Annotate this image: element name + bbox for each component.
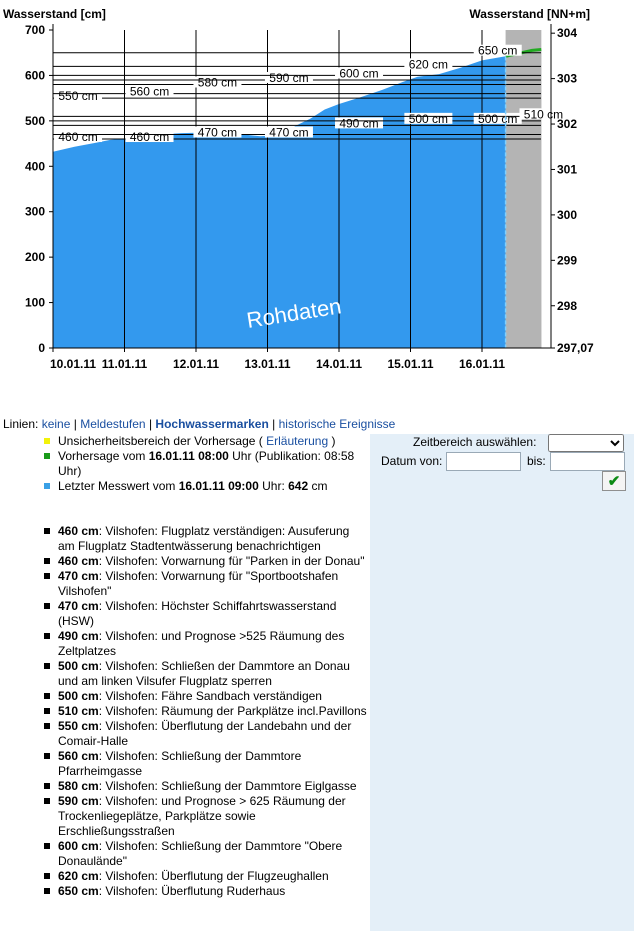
list-item bbox=[44, 839, 368, 869]
mark-level: 590 cm bbox=[58, 794, 99, 808]
explanation-link[interactable]: Erläuterung bbox=[266, 434, 329, 448]
blue-square-icon bbox=[44, 483, 50, 489]
date-to-input[interactable] bbox=[550, 452, 625, 471]
x-tick-label: 13.01.11 bbox=[244, 357, 291, 371]
mark-level: 500 cm bbox=[58, 689, 99, 703]
lines-hochwassermarken-link[interactable]: Hochwassermarken bbox=[155, 417, 269, 431]
right-tick-label: 303 bbox=[557, 71, 578, 86]
bullet-square-icon bbox=[44, 633, 50, 639]
bullet-square-icon bbox=[44, 603, 50, 609]
flood-mark-label: 470 cm bbox=[269, 125, 309, 140]
flood-mark-label: 490 cm bbox=[339, 116, 379, 131]
right-axis-ticks bbox=[551, 26, 594, 355]
mark-text: : Vilshofen: Überflutung der Landebahn und der Comair-Halle bbox=[58, 719, 352, 748]
mark-level: 620 cm bbox=[58, 869, 99, 883]
mark-level: 650 cm bbox=[58, 884, 99, 898]
flood-mark-label: 510 cm bbox=[523, 107, 564, 122]
flood-mark-label: 650 cm bbox=[478, 43, 518, 58]
left-tick-label: 200 bbox=[24, 250, 45, 265]
mark-level: 470 cm bbox=[58, 599, 99, 613]
flood-mark-label: 590 cm bbox=[269, 70, 309, 85]
list-item bbox=[44, 599, 368, 629]
bullet-square-icon bbox=[44, 693, 50, 699]
flood-mark-label: 600 cm bbox=[339, 66, 379, 81]
bullet-square-icon bbox=[44, 558, 50, 564]
flood-mark-label: 550 cm bbox=[58, 89, 98, 104]
lines-sep: | bbox=[73, 417, 77, 431]
bullet-square-icon bbox=[44, 573, 50, 579]
bullet-square-icon bbox=[44, 723, 50, 729]
bullet-square-icon bbox=[44, 888, 50, 894]
list-item bbox=[44, 524, 368, 554]
mark-text: : Vilshofen: Räumung der Parkplätze incl.Pavillons bbox=[98, 704, 367, 718]
range-label: Zeitbereich auswählen: bbox=[413, 435, 537, 449]
lines-prefix: Linien: bbox=[3, 417, 39, 431]
mark-text: : Vilshofen: und Prognose >525 Räumung des Zeltplatzes bbox=[58, 629, 345, 658]
mark-text: : Vilshofen: Fähre Sandbach verständigen bbox=[98, 689, 322, 703]
mark-level: 560 cm bbox=[58, 749, 99, 763]
flood-mark-label: 470 cm bbox=[197, 125, 238, 140]
lines-sep: | bbox=[148, 417, 153, 431]
check-icon: ✔ bbox=[607, 473, 621, 490]
flood-mark-label: 500 cm bbox=[408, 111, 449, 126]
water-level-chart bbox=[0, 0, 634, 380]
right-tick-label: 301 bbox=[557, 162, 578, 177]
flood-mark-label: 620 cm bbox=[408, 57, 449, 72]
list-item bbox=[44, 689, 368, 704]
from-label: Datum von: bbox=[381, 454, 443, 468]
right-tick-label: 298 bbox=[557, 298, 578, 313]
list-item bbox=[44, 719, 368, 749]
x-tick-label: 10.01.11 bbox=[49, 357, 97, 371]
bullet-square-icon bbox=[44, 798, 50, 804]
flood-mark-label: 460 cm bbox=[58, 130, 98, 145]
right-tick-label: 304 bbox=[557, 26, 578, 41]
lines-menu bbox=[0, 414, 634, 434]
mark-text: : Vilshofen: Schließung der Dammtore Eiglgasse bbox=[98, 779, 357, 793]
lines-sep: | bbox=[272, 417, 276, 431]
mark-text: : Vilshofen: Flugplatz verständigen: Ausuferung am Flugplatz Stadtentwässerung benachrichtigen bbox=[58, 524, 350, 553]
x-axis-ticks bbox=[50, 348, 505, 371]
bullet-square-icon bbox=[44, 843, 50, 849]
legend-forecast: Vorhersage vom 16.01.11 08:00 Uhr (Publikation: 08:58 Uhr) bbox=[44, 449, 364, 479]
list-item bbox=[44, 704, 368, 719]
lines-none-link[interactable]: keine bbox=[41, 417, 71, 431]
x-tick-label: 12.01.11 bbox=[172, 357, 220, 371]
left-tick-label: 300 bbox=[24, 204, 45, 219]
x-tick-label: 14.01.11 bbox=[315, 357, 363, 371]
lines-meldestufen-link[interactable]: Meldestufen bbox=[80, 417, 146, 431]
list-item bbox=[44, 779, 368, 794]
right-tick-label: 297,07 bbox=[557, 341, 594, 355]
flood-mark-label: 460 cm bbox=[129, 130, 170, 145]
date-from-input[interactable] bbox=[446, 452, 521, 471]
ylabel-left: Wasserstand [cm] bbox=[3, 7, 106, 21]
x-tick-label: 15.01.11 bbox=[387, 357, 434, 371]
lines-historische-link[interactable]: historische Ereignisse bbox=[278, 417, 396, 431]
bullet-square-icon bbox=[44, 708, 50, 714]
rohdaten-label: Rohdaten bbox=[244, 293, 344, 333]
mark-text: : Vilshofen: Vorwarnung für "Parken in der Donau" bbox=[98, 554, 365, 568]
filter-controls bbox=[370, 434, 634, 931]
bullet-square-icon bbox=[44, 663, 50, 669]
mark-level: 550 cm bbox=[58, 719, 99, 733]
list-item bbox=[44, 569, 368, 599]
right-tick-label: 300 bbox=[557, 207, 578, 222]
green-square-icon bbox=[44, 453, 50, 459]
to-label: bis: bbox=[527, 454, 546, 468]
mark-level: 580 cm bbox=[58, 779, 99, 793]
right-tick-label: 302 bbox=[557, 117, 578, 132]
left-tick-label: 600 bbox=[24, 68, 45, 83]
legend-last-measure: Letzter Messwert vom 16.01.11 09:00 Uhr: 642 cm bbox=[44, 479, 364, 494]
mark-text: : Vilshofen: Schließung der Dammtore Pfarrheimgasse bbox=[58, 749, 302, 778]
mark-level: 490 cm bbox=[58, 629, 99, 643]
list-item bbox=[44, 629, 368, 659]
apply-button[interactable] bbox=[602, 471, 626, 491]
mark-level: 460 cm bbox=[58, 554, 99, 568]
list-item bbox=[44, 884, 368, 899]
mark-text: : Vilshofen: Höchster Schiffahrtswasserstand (HSW) bbox=[58, 599, 337, 628]
mark-text: : Vilshofen: Vorwarnung für "Sportbootshafen Vilshofen" bbox=[58, 569, 339, 598]
right-tick-label: 299 bbox=[557, 253, 578, 268]
list-item bbox=[44, 659, 368, 689]
mark-level: 510 cm bbox=[58, 704, 99, 718]
left-tick-label: 500 bbox=[24, 113, 45, 128]
bullet-square-icon bbox=[44, 873, 50, 879]
left-axis-ticks bbox=[25, 23, 53, 355]
flood-mark-label: 580 cm bbox=[197, 75, 238, 90]
mark-level: 470 cm bbox=[58, 569, 99, 583]
x-tick-label: 11.01.11 bbox=[101, 357, 148, 371]
mark-text: : Vilshofen: Überflutung der Flugzeughallen bbox=[98, 869, 329, 883]
flood-mark-label: 500 cm bbox=[478, 111, 518, 126]
left-tick-label: 700 bbox=[24, 23, 45, 37]
bullet-square-icon bbox=[44, 528, 50, 534]
mark-level: 600 cm bbox=[58, 839, 99, 853]
mark-level: 460 cm bbox=[58, 524, 99, 538]
mark-text: : Vilshofen: Überflutung Ruderhaus bbox=[98, 884, 286, 898]
ylabel-right: Wasserstand [NN+m] bbox=[469, 7, 590, 21]
legend-uncertainty: Unsicherheitsbereich der Vorhersage ( Erläuterung ) bbox=[44, 434, 364, 449]
list-item bbox=[44, 554, 368, 569]
list-item bbox=[44, 869, 368, 884]
left-tick-label: 400 bbox=[24, 159, 45, 174]
bullet-square-icon bbox=[44, 753, 50, 759]
yellow-square-icon bbox=[44, 438, 50, 444]
x-tick-label: 16.01.11 bbox=[458, 357, 506, 371]
mark-text: : Vilshofen: Schließen der Dammtore an Donau und am linken Vilsufer Flugplatz sperren bbox=[58, 659, 350, 688]
flood-mark-label: 560 cm bbox=[129, 84, 170, 99]
bullet-square-icon bbox=[44, 783, 50, 789]
list-item bbox=[44, 749, 368, 779]
mark-text: : Vilshofen: Schließung der Dammtore "Obere Donaulände" bbox=[58, 839, 343, 868]
left-tick-label: 100 bbox=[24, 295, 45, 310]
mark-level: 500 cm bbox=[58, 659, 99, 673]
left-tick-label: 0 bbox=[38, 341, 45, 355]
range-select[interactable] bbox=[548, 434, 624, 452]
mark-text: : Vilshofen: und Prognose > 625 Räumung der Trockenliegeplätze, Parkplätze sowie Erschließungsstraßen bbox=[58, 794, 346, 838]
list-item bbox=[44, 794, 368, 839]
forecast-area bbox=[506, 50, 542, 349]
